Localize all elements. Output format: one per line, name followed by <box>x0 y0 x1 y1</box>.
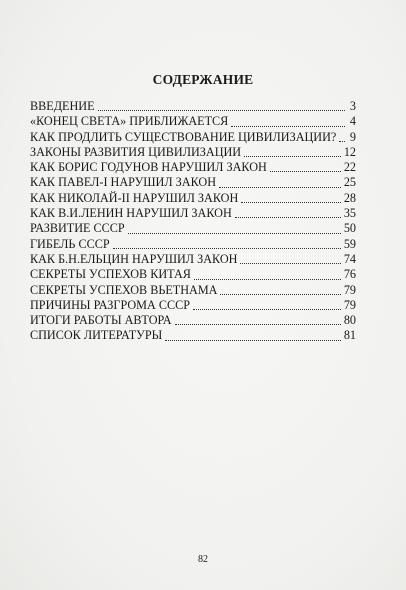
dot-leader <box>235 216 341 218</box>
toc-entry-page: 25 <box>343 175 356 190</box>
dot-leader <box>219 186 341 188</box>
dot-leader <box>231 125 345 127</box>
toc-entry-page: 50 <box>343 221 356 236</box>
dot-leader <box>240 262 340 264</box>
toc-entry-label: КАК ПРОДЛИТЬ СУЩЕСТВОВАНИЕ ЦИВИЛИЗАЦИИ? <box>30 129 337 144</box>
toc-entry-page: 9 <box>349 129 356 144</box>
dot-leader <box>194 278 341 280</box>
toc-entry <box>30 206 356 221</box>
toc-entry-label: РАЗВИТИЕ СССР <box>30 221 125 236</box>
toc-entry-page: 80 <box>343 313 356 328</box>
toc-entry-label: ЗАКОНЫ РАЗВИТИЯ ЦИВИЛИЗАЦИИ <box>30 144 242 159</box>
toc-entry <box>30 160 356 175</box>
toc-entry <box>30 283 356 298</box>
toc-entry <box>30 313 356 328</box>
toc-entry <box>30 267 356 282</box>
dot-leader <box>113 247 341 249</box>
toc-entry <box>30 114 356 129</box>
toc-entry-page: 12 <box>343 144 356 159</box>
toc-entry-label: СПИСОК ЛИТЕРАТУРЫ <box>30 328 163 343</box>
dot-leader <box>193 308 341 310</box>
dot-leader <box>241 201 341 203</box>
toc-entry-page: 74 <box>343 251 356 266</box>
toc-entry <box>30 328 356 343</box>
toc-entry <box>30 175 356 190</box>
dot-leader <box>244 155 341 157</box>
toc-entry-label: КАК В.И.ЛЕНИН НАРУШИЛ ЗАКОН <box>30 206 232 221</box>
toc-entry-page: 59 <box>343 236 356 251</box>
toc-entry <box>30 145 356 160</box>
toc-entry <box>30 237 356 252</box>
toc-entry-page: 3 <box>349 99 356 113</box>
toc-entry <box>30 99 356 114</box>
dot-leader <box>128 232 341 234</box>
toc-entry-label: КАК НИКОЛАЙ-II НАРУШИЛ ЗАКОН <box>30 190 239 205</box>
dot-leader <box>175 323 341 325</box>
toc-entry <box>30 252 356 267</box>
toc-entry-page: 79 <box>343 282 356 297</box>
toc-entry-page: 4 <box>349 114 356 129</box>
toc-entry-label: КАК Б.Н.ЕЛЬЦИН НАРУШИЛ ЗАКОН <box>30 251 238 266</box>
dot-leader <box>98 109 345 111</box>
toc-entry-label: КАК БОРИС ГОДУНОВ НАРУШИЛ ЗАКОН <box>30 160 267 175</box>
page-number: 82 <box>198 554 208 565</box>
toc-entry-label: СЕКРЕТЫ УСПЕХОВ КИТАЯ <box>30 267 191 282</box>
dot-leader <box>220 293 340 295</box>
toc-entry-label: ИТОГИ РАБОТЫ АВТОРА <box>30 313 172 328</box>
toc-entry-label: СЕКРЕТЫ УСПЕХОВ ВЬЕТНАМА <box>30 282 218 297</box>
toc-entry <box>30 221 356 236</box>
toc-entry-label: «КОНЕЦ СВЕТА» ПРИБЛИЖАЕТСЯ <box>30 114 229 129</box>
dot-leader <box>165 339 341 341</box>
toc-entry-page: 79 <box>343 297 356 312</box>
toc-entry-page: 22 <box>343 160 356 175</box>
toc-entry <box>30 298 356 313</box>
dot-leader <box>339 140 345 142</box>
toc-entry-page: 28 <box>343 190 356 205</box>
toc-entry <box>30 191 356 206</box>
toc-entry-label: ВВЕДЕНИЕ <box>30 99 95 113</box>
table-of-contents <box>30 99 356 344</box>
toc-entry-label: ПРИЧИНЫ РАЗГРОМА СССР <box>30 297 191 312</box>
toc-entry-label: ГИБЕЛЬ СССР <box>30 236 110 251</box>
toc-entry-label: КАК ПАВЕЛ-I НАРУШИЛ ЗАКОН <box>30 175 217 190</box>
toc-entry-page: 81 <box>343 328 356 343</box>
toc-entry-page: 35 <box>343 206 356 221</box>
dot-leader <box>270 170 341 172</box>
toc-entry-page: 76 <box>343 267 356 282</box>
toc-entry <box>30 130 356 145</box>
page-title: СОДЕРЖАНИЕ <box>152 72 254 87</box>
